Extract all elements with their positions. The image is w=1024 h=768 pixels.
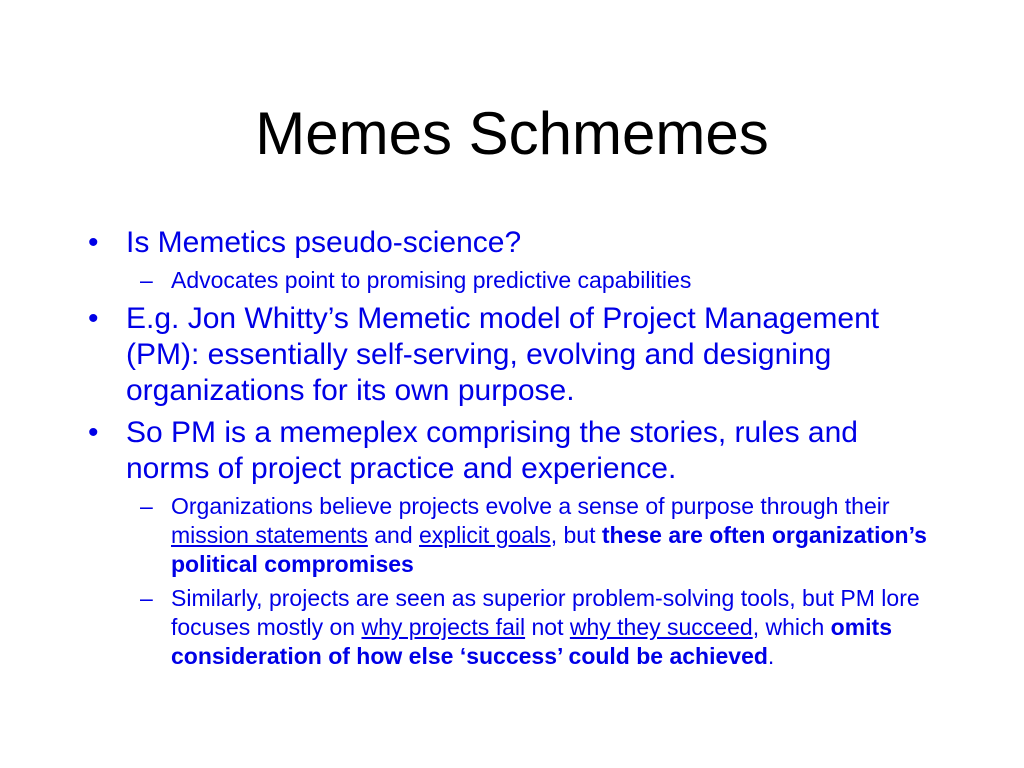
bullet-item [88, 225, 948, 261]
dash-icon: – [140, 267, 153, 293]
bullet-text: E.g. Jon Whitty’s Memetic model of Project Management (PM): essentially self-serving, evolving and designing organizations for its own purpose. [126, 302, 880, 407]
underlined-phrase: why projects fail [361, 614, 526, 640]
sub-bullet-item [88, 266, 948, 295]
sub-bullet-text: , which [752, 614, 831, 640]
dash-icon: – [140, 493, 153, 519]
underlined-phrase: explicit goals [419, 522, 551, 548]
bullet-item [88, 301, 948, 409]
bullet-text: Is Memetics pseudo-science? [126, 226, 522, 259]
bullet-text: So PM is a memeplex comprising the stories, rules and norms of project practice and experience. [126, 416, 858, 485]
bold-phrase: omits consideration of how else ‘success’ could be achieved [171, 614, 893, 669]
slide-title: Memes Schmemes [255, 100, 769, 167]
sub-bullet-text: , but [550, 522, 602, 548]
sub-bullet-item [88, 584, 948, 671]
bullet-icon: • [88, 226, 99, 259]
dash-icon: – [140, 585, 153, 611]
sub-bullet-text: Organizations believe projects evolve a sense of purpose through their [171, 493, 890, 519]
sub-bullet-text: Similarly, projects are seen as superior problem-solving tools, but PM lore focuses mostly on [171, 585, 920, 640]
sub-bullet-text: and [367, 522, 420, 548]
bullet-icon: • [88, 416, 99, 449]
underlined-phrase: mission statements [171, 522, 368, 548]
slide-body [88, 225, 948, 671]
sub-bullet-text: Advocates point to promising predictive capabilities [171, 267, 692, 293]
sub-bullet-item [88, 492, 948, 579]
bullet-item [88, 415, 948, 487]
bullet-icon: • [88, 302, 99, 335]
underlined-phrase: why they succeed [569, 614, 753, 640]
sub-bullet-text: not [525, 614, 570, 640]
bold-phrase: these are often organization’s political compromises [171, 522, 927, 577]
sub-bullet-text: . [767, 643, 775, 669]
